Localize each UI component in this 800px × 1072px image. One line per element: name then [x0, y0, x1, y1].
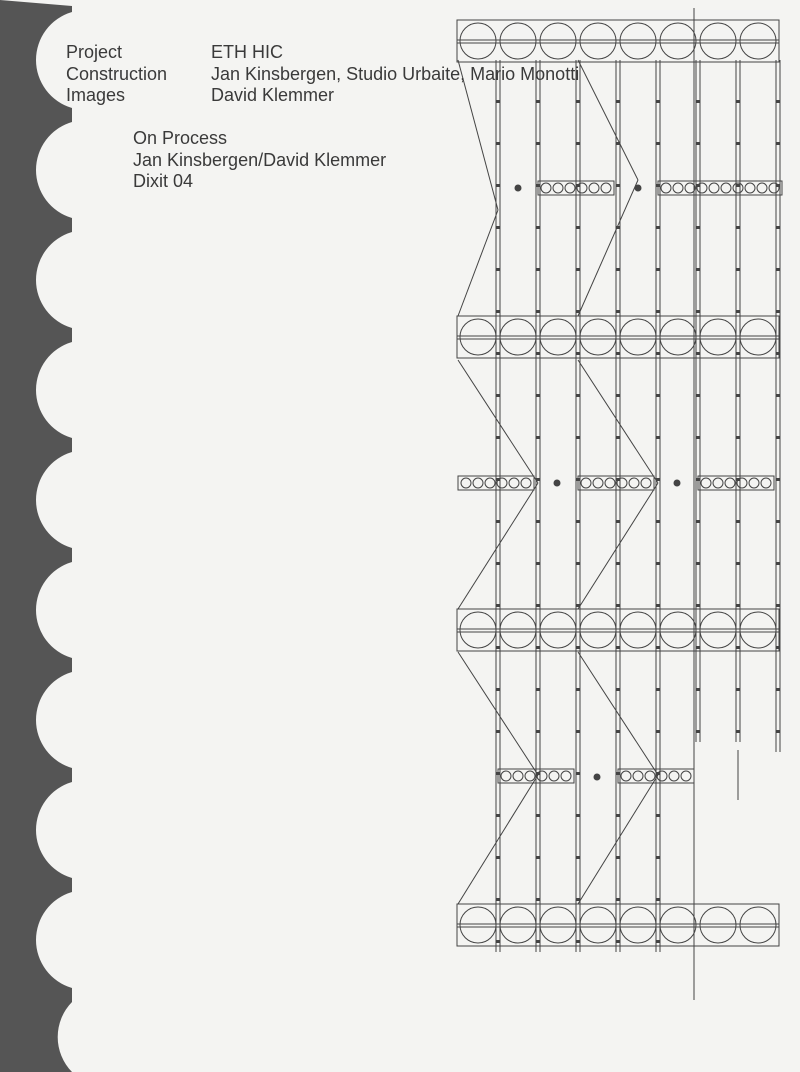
small-beam-circle — [605, 478, 615, 488]
column-joint — [616, 268, 620, 271]
beam-circle — [460, 319, 496, 355]
column-joint — [616, 898, 620, 901]
column-joint — [496, 394, 500, 397]
column-joint — [536, 436, 540, 439]
column-joint — [696, 142, 700, 145]
small-beam-circle — [629, 478, 639, 488]
column-joint — [656, 604, 660, 607]
column-joint — [536, 562, 540, 565]
small-beam-circle — [537, 771, 547, 781]
publication-info — [133, 128, 386, 193]
small-beam-circle — [645, 771, 655, 781]
column-joint — [536, 520, 540, 523]
beam-circle — [620, 612, 656, 648]
column-joint — [576, 730, 580, 733]
credit-label: Construction — [66, 63, 168, 84]
column-joint — [536, 142, 540, 145]
column-joint — [496, 814, 500, 817]
column-joint — [576, 226, 580, 229]
column-joint — [776, 310, 780, 313]
beam-circle — [740, 23, 776, 59]
small-beam-circle — [617, 478, 627, 488]
publication-issue: Dixit 04 — [133, 171, 194, 191]
column-joint — [576, 142, 580, 145]
beam-circle — [740, 907, 776, 943]
column-joint — [656, 226, 660, 229]
small-beam-circle — [721, 183, 731, 193]
column-joint — [496, 520, 500, 523]
column-joint — [736, 520, 740, 523]
column-joint — [616, 604, 620, 607]
node-dot — [515, 185, 522, 192]
column-joint — [496, 352, 500, 355]
beam-circle — [620, 319, 656, 355]
credit-label: Project — [66, 42, 123, 62]
column-joint — [576, 688, 580, 691]
column-joint — [536, 688, 540, 691]
beam-circle — [500, 319, 536, 355]
column-joint — [616, 352, 620, 355]
beam-circle — [660, 23, 696, 59]
small-beam-circle — [673, 183, 683, 193]
column-joint — [776, 142, 780, 145]
column-joint — [736, 436, 740, 439]
beam-circle — [660, 319, 696, 355]
small-beam-circle — [581, 478, 591, 488]
column-joint — [696, 646, 700, 649]
small-beam-circle — [501, 771, 511, 781]
beam-circle — [500, 612, 536, 648]
beam-circle — [740, 319, 776, 355]
small-beam-circle — [521, 478, 531, 488]
column-joint — [656, 940, 660, 943]
column-joint — [576, 940, 580, 943]
column-joint — [496, 562, 500, 565]
column-joint — [576, 394, 580, 397]
beam-box — [457, 20, 779, 62]
column-joint — [496, 688, 500, 691]
column-joint — [576, 100, 580, 103]
small-beam-circle — [745, 183, 755, 193]
column-joint — [536, 646, 540, 649]
small-beam-circle — [633, 771, 643, 781]
column-joint — [616, 856, 620, 859]
diagonal-brace — [458, 652, 538, 775]
column-joint — [536, 226, 540, 229]
small-beam-circle — [601, 183, 611, 193]
column-joint — [496, 646, 500, 649]
column-joint — [736, 730, 740, 733]
small-beam-circle — [553, 183, 563, 193]
small-beam-circle — [697, 183, 707, 193]
beam-circle — [700, 319, 736, 355]
small-beam-circle — [761, 478, 771, 488]
node-dot — [635, 185, 642, 192]
column-joint — [536, 352, 540, 355]
column-joint — [616, 100, 620, 103]
column-joint — [576, 772, 580, 775]
beam-circle — [700, 23, 736, 59]
column-joint — [776, 730, 780, 733]
scalloped-edge-band — [0, 0, 80, 1072]
column-joint — [576, 352, 580, 355]
beam-circle — [660, 907, 696, 943]
column-joint — [576, 520, 580, 523]
diagonal-brace — [458, 60, 498, 210]
column-joint — [656, 100, 660, 103]
small-beam-circle — [509, 478, 519, 488]
column-joint — [776, 226, 780, 229]
column-joint — [736, 310, 740, 313]
credit-value: Jan Kinsbergen, Studio Urbaite, Mario Monotti — [211, 63, 580, 84]
column-joint — [656, 898, 660, 901]
small-beam-circle — [549, 771, 559, 781]
column-joint — [536, 100, 540, 103]
column-joint — [776, 478, 780, 481]
small-beam-circle — [709, 183, 719, 193]
column-joint — [776, 394, 780, 397]
column-joint — [576, 562, 580, 565]
column-joint — [536, 856, 540, 859]
column-joint — [496, 184, 500, 187]
column-joint — [696, 604, 700, 607]
column-joint — [496, 268, 500, 271]
column-joint — [696, 436, 700, 439]
small-beam-circle — [589, 183, 599, 193]
diagonal-brace — [578, 652, 658, 775]
column-joint — [736, 562, 740, 565]
column-joint — [656, 730, 660, 733]
structural-drawing — [450, 0, 800, 1072]
column-joint — [736, 604, 740, 607]
beam-circle — [460, 612, 496, 648]
diagonal-brace — [578, 60, 638, 180]
column-joint — [696, 352, 700, 355]
small-beam-circle — [525, 771, 535, 781]
column-joint — [736, 352, 740, 355]
small-beam-circle — [713, 478, 723, 488]
column-joint — [496, 730, 500, 733]
column-joint — [576, 898, 580, 901]
beam-circle — [460, 23, 496, 59]
small-beam-circle — [461, 478, 471, 488]
column-joint — [616, 562, 620, 565]
column-joint — [536, 940, 540, 943]
column-joint — [496, 142, 500, 145]
column-joint — [536, 730, 540, 733]
beam-circle — [740, 612, 776, 648]
column-joint — [496, 898, 500, 901]
column-joint — [656, 856, 660, 859]
small-beam-circle — [593, 478, 603, 488]
column-joint — [776, 268, 780, 271]
credit-label: Images — [66, 85, 126, 105]
column-joint — [616, 394, 620, 397]
small-beam-circle — [565, 183, 575, 193]
small-beam-circle — [541, 183, 551, 193]
small-beam-circle — [749, 478, 759, 488]
beam-circle — [660, 612, 696, 648]
small-beam-circle — [669, 771, 679, 781]
node-dot — [554, 480, 561, 487]
beam-circle — [700, 907, 736, 943]
diagonal-brace — [578, 360, 658, 483]
small-beam-circle — [657, 771, 667, 781]
small-beam-circle — [737, 478, 747, 488]
column-joint — [696, 688, 700, 691]
column-joint — [656, 142, 660, 145]
beam-circle — [580, 23, 616, 59]
column-joint — [616, 940, 620, 943]
column-joint — [696, 394, 700, 397]
column-joint — [616, 436, 620, 439]
diagonal-brace — [578, 775, 658, 904]
column-joint — [536, 604, 540, 607]
column-joint — [656, 814, 660, 817]
small-beam-circle — [661, 183, 671, 193]
column-joint — [496, 604, 500, 607]
column-joint — [776, 604, 780, 607]
small-beam-circle — [757, 183, 767, 193]
column-joint — [616, 646, 620, 649]
small-beam-circle — [577, 183, 587, 193]
column-joint — [576, 646, 580, 649]
column-joint — [776, 100, 780, 103]
small-beam-circle — [701, 478, 711, 488]
column-joint — [736, 646, 740, 649]
diagonal-brace — [578, 483, 658, 609]
column-joint — [616, 730, 620, 733]
beam-circle — [460, 907, 496, 943]
beam-circle — [620, 23, 656, 59]
beam-circle — [580, 319, 616, 355]
column-joint — [656, 310, 660, 313]
column-joint — [656, 646, 660, 649]
column-joint — [576, 814, 580, 817]
beam-circle — [700, 612, 736, 648]
small-beam-circle — [497, 478, 507, 488]
column-joint — [776, 562, 780, 565]
beam-circle — [500, 907, 536, 943]
column-joint — [576, 856, 580, 859]
column-joint — [656, 436, 660, 439]
small-beam-circle — [725, 478, 735, 488]
column-joint — [656, 520, 660, 523]
publication-authors: Jan Kinsbergen/David Klemmer — [133, 149, 387, 170]
beam-circle — [580, 612, 616, 648]
column-joint — [656, 688, 660, 691]
column-joint — [616, 520, 620, 523]
diagonal-brace — [458, 483, 538, 609]
column-joint — [696, 226, 700, 229]
credit-value: David Klemmer — [211, 85, 335, 105]
column-joint — [696, 268, 700, 271]
column-joint — [696, 730, 700, 733]
beam-circle — [540, 319, 576, 355]
column-joint — [656, 352, 660, 355]
beam-box — [457, 316, 779, 358]
diagonal-brace — [458, 210, 498, 316]
column-joint — [656, 394, 660, 397]
column-joint — [576, 268, 580, 271]
diagonal-brace — [458, 360, 538, 483]
column-joint — [576, 436, 580, 439]
column-joint — [496, 436, 500, 439]
column-joint — [536, 394, 540, 397]
column-joint — [536, 310, 540, 313]
beam-circle — [540, 23, 576, 59]
column-joint — [736, 100, 740, 103]
small-beam-circle — [681, 771, 691, 781]
small-beam-circle — [485, 478, 495, 488]
column-joint — [656, 562, 660, 565]
column-joint — [696, 100, 700, 103]
column-joint — [536, 898, 540, 901]
node-dot — [594, 774, 601, 781]
diagonal-brace — [578, 180, 638, 316]
column-joint — [616, 184, 620, 187]
small-beam-circle — [473, 478, 483, 488]
column-joint — [736, 394, 740, 397]
column-joint — [656, 268, 660, 271]
small-beam-circle — [641, 478, 651, 488]
diagonal-brace — [458, 775, 538, 904]
column-joint — [696, 520, 700, 523]
column-joint — [776, 520, 780, 523]
beam-circle — [620, 907, 656, 943]
column-joint — [736, 142, 740, 145]
column-joint — [736, 184, 740, 187]
column-joint — [776, 688, 780, 691]
small-beam-circle — [513, 771, 523, 781]
column-joint — [696, 310, 700, 313]
column-joint — [616, 814, 620, 817]
beam-circle — [580, 907, 616, 943]
column-joint — [736, 268, 740, 271]
column-joint — [696, 562, 700, 565]
beam-box — [457, 609, 779, 651]
node-dot — [674, 480, 681, 487]
small-beam-circle — [621, 771, 631, 781]
column-joint — [496, 310, 500, 313]
column-joint — [736, 226, 740, 229]
column-joint — [536, 814, 540, 817]
credit-value: ETH HIC — [211, 42, 283, 62]
column-joint — [496, 940, 500, 943]
column-joint — [496, 856, 500, 859]
column-joint — [616, 688, 620, 691]
beam-circle — [540, 907, 576, 943]
column-joint — [616, 310, 620, 313]
column-joint — [736, 688, 740, 691]
beam-circle — [540, 612, 576, 648]
column-joint — [496, 226, 500, 229]
column-joint — [776, 436, 780, 439]
publication-title: On Process — [133, 128, 228, 148]
small-beam-circle — [769, 183, 779, 193]
small-beam-circle — [561, 771, 571, 781]
column-joint — [536, 268, 540, 271]
beam-box — [457, 904, 779, 946]
column-joint — [496, 100, 500, 103]
beam-circle — [500, 23, 536, 59]
